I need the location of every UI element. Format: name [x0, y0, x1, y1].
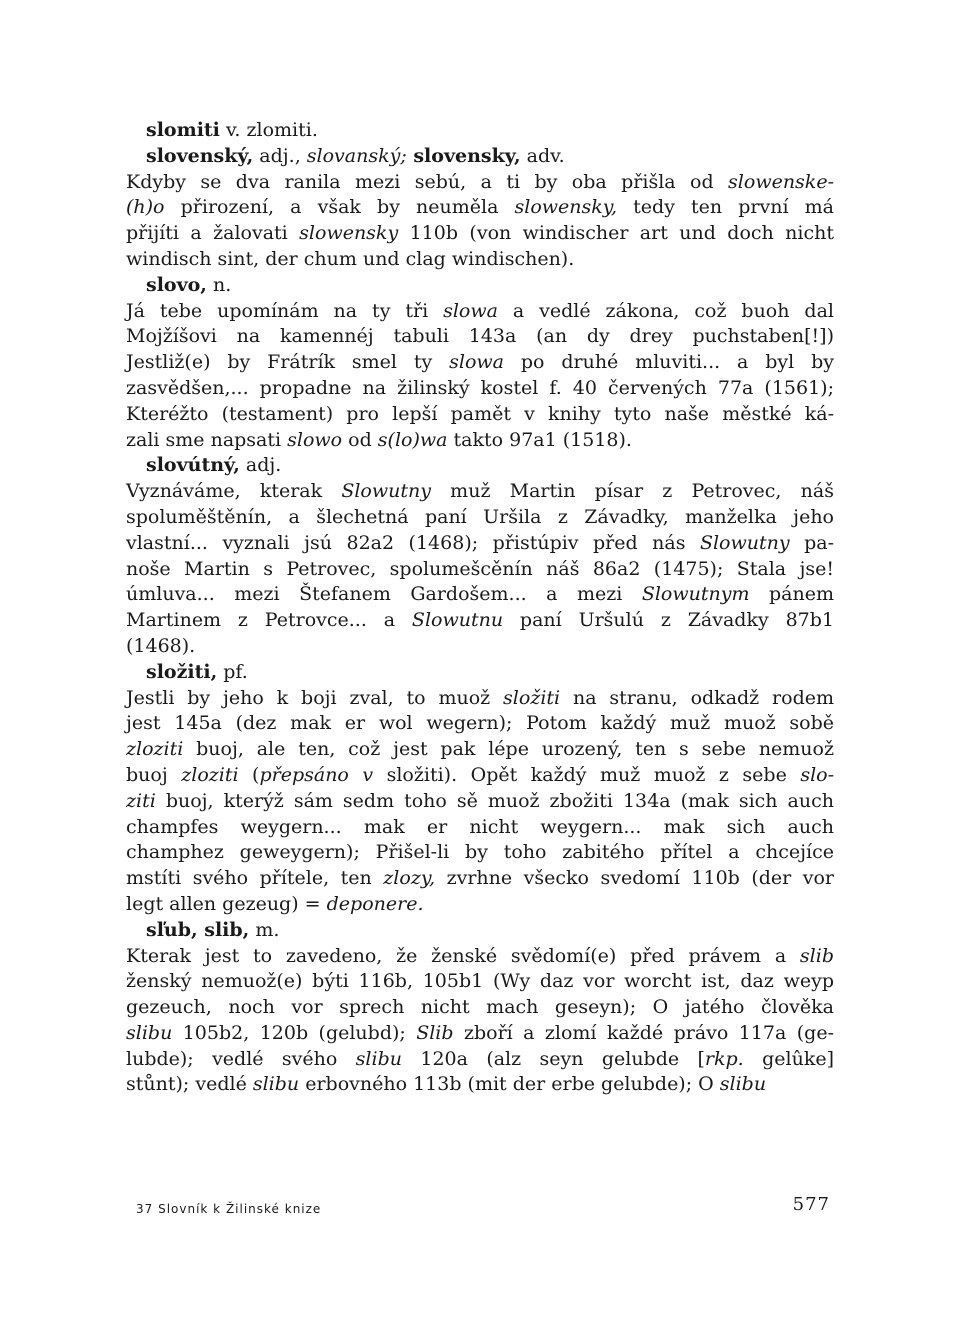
entry-citation: [126, 479, 834, 660]
text-segment: zboří a zlomí každé právo 117a (ge-: [453, 1021, 834, 1044]
italic-segment: slowensky: [299, 222, 399, 245]
text-line: [126, 195, 834, 221]
text-segment: přirození, a však by neuměla: [164, 196, 515, 219]
headword: slovensky,: [406, 144, 521, 167]
text-line: [126, 376, 834, 402]
entry-heading: [126, 660, 834, 686]
text-segment: složiti). Opět každý muž muož z sebe: [373, 763, 801, 786]
dictionary-entry: [126, 660, 834, 918]
italic-segment: deponere.: [326, 892, 424, 915]
dictionary-entry: [126, 144, 834, 273]
italic-segment: slibu: [126, 1021, 173, 1044]
grammar-label: adj.: [239, 454, 282, 477]
text-segment: Martinem z Petrovce... a: [126, 609, 412, 632]
italic-segment: zlozy,: [383, 867, 436, 890]
text-segment: tedy ten první má: [617, 196, 835, 219]
text-segment: windisch sint, der chum und clag windischen).: [126, 247, 575, 270]
text-segment: na stranu, odkadž rodem: [560, 686, 834, 709]
text-line: [126, 299, 834, 325]
text-segment: přijíti a žalovati: [126, 222, 300, 245]
dictionary-page: [126, 118, 834, 1098]
text-line: [126, 531, 834, 557]
italic-segment: slib: [799, 944, 834, 967]
text-line: [126, 686, 834, 712]
italic-segment: slowenske-: [728, 170, 834, 193]
italic-segment: slibu: [252, 1073, 300, 1096]
entry-heading: [126, 453, 834, 479]
text-line: [126, 505, 834, 531]
italic-segment: Slib: [416, 1021, 454, 1044]
italic-segment: složiti: [503, 686, 561, 709]
headword: slovenský,: [146, 144, 254, 167]
text-line: [126, 866, 834, 892]
grammar-label: m.: [249, 918, 280, 941]
text-line: [126, 763, 834, 789]
text-segment: buoj, ale ten, což jest pak lépe urozený, ten s sebe nemuož: [183, 738, 834, 761]
text-segment: od: [342, 428, 378, 451]
text-segment: a vedlé zákona, což buoh dal: [497, 299, 834, 322]
text-segment: legt allen gezeug) =: [126, 892, 327, 915]
grammar-label: adj.,: [253, 144, 301, 167]
entry-citation: [126, 686, 834, 918]
text-line: [126, 815, 834, 841]
text-line: [126, 1072, 834, 1098]
text-line: [126, 737, 834, 763]
text-segment: vlastní... vyznali jsú 82a2 (1468); přistúpiv před nás: [126, 531, 700, 554]
variant-form: slovanský;: [300, 144, 407, 167]
italic-segment: s(lo)wa: [377, 428, 448, 451]
text-segment: noše Martin s Petrovec, spolumešcěnín náš 86a2 (1475); Stala jse!: [126, 557, 834, 580]
headword: složiti,: [146, 660, 218, 683]
text-segment: zasvědšen,... propadne na žilinský kostel f. 40 červených 77a (1561);: [126, 376, 834, 399]
text-segment: champfes weygern... mak er nicht weygern... mak sich auch: [126, 815, 834, 838]
text-line: [126, 608, 834, 634]
entry-heading: [126, 144, 834, 170]
footer-signature: 37 Slovník k Žilinské knize: [136, 1202, 322, 1216]
text-segment: champhez geweygern); Přišel-li by toho zabitého přítel a chcejíce: [126, 841, 834, 864]
dictionary-entry: [126, 453, 834, 659]
text-segment: Mojžíšovi na kamennéj tabuli 143a (an dy drey puchstaben[!]): [126, 325, 834, 348]
text-segment: zali sme napsati: [126, 428, 288, 451]
entry-heading: [126, 273, 834, 299]
italic-segment: Slowutnu: [411, 609, 504, 632]
dictionary-entry: [126, 118, 834, 144]
text-segment: stůnt); vedlé: [126, 1073, 253, 1096]
text-segment: zvrhne všecko svedomí 110b (der vor: [435, 867, 834, 890]
text-line: [126, 170, 834, 196]
grammar-label: adv.: [520, 144, 565, 167]
text-segment: takto 97a1 (1518).: [447, 428, 632, 451]
text-segment: pánem: [749, 583, 834, 606]
text-segment: paní Uršulú z Závadky 87b1: [503, 609, 834, 632]
text-segment: gezeuch, noch vor sprech nicht mach geseyn); O jatého člověka: [126, 996, 834, 1019]
italic-segment: ziti: [126, 789, 156, 812]
text-segment: Kdyby se dva ranila mezi sebú, a ti by oba přišla od: [126, 170, 729, 193]
text-segment: muž Martin písar z Petrovec, náš: [430, 480, 834, 503]
text-segment: lubde); vedlé svého: [126, 1047, 356, 1070]
text-segment: pa-: [789, 531, 835, 554]
dictionary-entry: [126, 273, 834, 454]
text-segment: jest 145a (dez mak er wol wegern); Potom každý muž muož sobě: [126, 712, 834, 735]
headword: slovútný,: [146, 454, 240, 477]
italic-segment: Slowutny: [699, 531, 790, 554]
headword: slovo,: [146, 273, 207, 296]
text-line: [126, 789, 834, 815]
text-line: [126, 711, 834, 737]
text-line: [126, 634, 834, 660]
italic-segment: slibu: [719, 1073, 767, 1096]
text-segment: Vyznáváme, kterak: [126, 480, 342, 503]
text-line: [126, 479, 834, 505]
text-segment: mstíti svého přítele, ten: [126, 867, 384, 890]
page-footer: [136, 1196, 830, 1220]
text-segment: gelûke]: [743, 1047, 834, 1070]
italic-segment: Slowutny: [341, 480, 431, 503]
grammar-label: pf.: [217, 660, 248, 683]
entry-citation: [126, 944, 834, 1099]
text-segment: po druhé mluviti... a byl by: [503, 351, 834, 374]
text-line: [126, 944, 834, 970]
italic-segment: slowo: [287, 428, 343, 451]
italic-segment: slowensky,: [514, 196, 618, 219]
grammar-label: n.: [206, 273, 232, 296]
text-line: [126, 1047, 834, 1073]
text-segment: 110b (von windischer art und doch nicht: [398, 222, 834, 245]
italic-segment: zloziti: [181, 763, 239, 786]
italic-segment: Slowutnym: [641, 583, 750, 606]
text-line: [126, 840, 834, 866]
italic-segment: (h)o: [126, 196, 165, 219]
text-segment: Já tebe upomínám na ty tři: [126, 299, 444, 322]
italic-segment: slowa: [443, 299, 498, 322]
italic-segment: slowa: [449, 351, 504, 374]
italic-segment: slibu: [355, 1047, 402, 1070]
text-segment: buoj, kterýž sám sedm toho sě muož zbožiti 134a (mak sich auch: [155, 789, 834, 812]
entry-heading: [126, 918, 834, 944]
text-segment: (: [238, 763, 260, 786]
text-segment: Jestli by jeho k boji zval, to muož: [126, 686, 504, 709]
text-line: [126, 892, 834, 918]
page-number: 577: [792, 1194, 830, 1215]
italic-segment: rkp.: [704, 1047, 744, 1070]
text-segment: Kteréžto (testament) pro lepší pamět v knihy tyto naše městké ká-: [126, 402, 834, 425]
entry-heading: [126, 118, 834, 144]
text-segment: spoluměštěnín, a šlechetná paní Uršila z Závadky, manželka jeho: [126, 505, 834, 528]
headword: slomiti: [146, 119, 220, 141]
italic-segment: slo-: [800, 763, 834, 786]
text-line: [126, 350, 834, 376]
text-line: [126, 247, 834, 273]
text-line: [126, 557, 834, 583]
text-line: [126, 995, 834, 1021]
text-segment: erbovného 113b (mit der erbe gelubde); O: [299, 1073, 720, 1096]
text-segment: buoj: [126, 763, 182, 786]
text-line: [126, 1021, 834, 1047]
text-segment: ženský nemuož(e) býti 116b, 105b1 (Wy daz vor worcht ist, daz weyp: [126, 970, 834, 993]
text-line: [126, 221, 834, 247]
text-segment: Kterak jest to zavedeno, že ženské svědomí(e) před právem a: [126, 944, 800, 967]
text-segment: 105b2, 120b (gelubd);: [172, 1021, 417, 1044]
text-segment: (1468).: [126, 634, 196, 657]
text-line: [126, 428, 834, 454]
italic-segment: přepsáno v: [259, 763, 374, 786]
text-line: [126, 582, 834, 608]
text-segment: úmluva... mezi Štefanem Gardošem... a mezi: [126, 583, 642, 606]
entry-citation: [126, 170, 834, 273]
text-line: [126, 324, 834, 350]
text-segment: 120a (alz seyn gelubde [: [401, 1047, 705, 1070]
headword: sľub, slib,: [146, 918, 250, 941]
text-line: [126, 969, 834, 995]
text-line: [126, 402, 834, 428]
text-segment: Jestliž(e) by Frátrík smel ty: [126, 351, 450, 374]
dictionary-entry: [126, 918, 834, 1099]
grammar-label: v. zlomiti.: [219, 119, 318, 141]
entry-citation: [126, 299, 834, 454]
italic-segment: zloziti: [126, 738, 184, 761]
